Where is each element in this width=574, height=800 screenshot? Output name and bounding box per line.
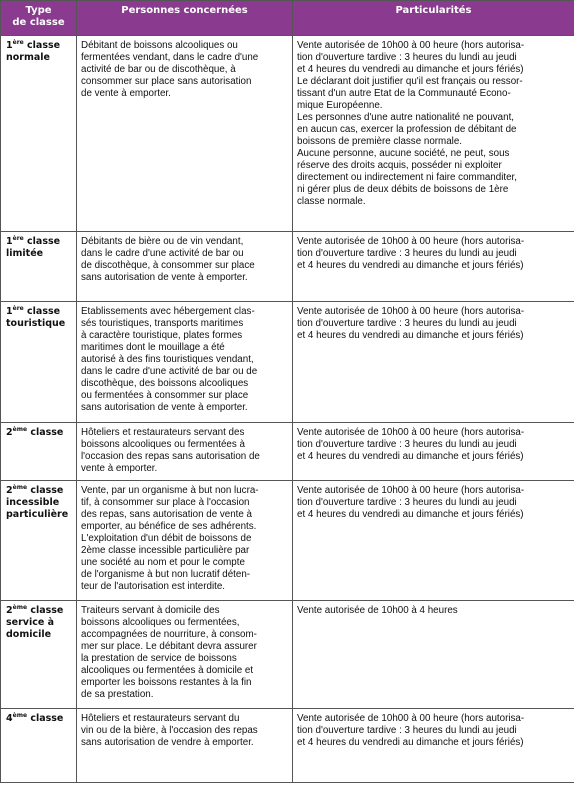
persons-text-line: de l'organisme à but non lucratif déten- (81, 569, 251, 580)
particularities-text-line: Vente autorisée de 10h00 à 00 heure (hors autorisa- (297, 485, 525, 496)
persons-text-line: dans le cadre d'une activité de bar ou de (81, 366, 258, 377)
class-type-qualifier: particulière (6, 509, 69, 520)
particularities-text-line: tion d'ouverture tardive : 3 heures du lundi au jeudi (297, 248, 517, 259)
particularities-text-line: Aucune personne, aucune société, ne peut, sous (297, 148, 510, 159)
particularities-text-line: tion d'ouverture tardive : 3 heures du lundi au jeudi (297, 318, 517, 329)
persons-text-line: à caractère touristique, plates formes (81, 330, 243, 341)
class-word: classe (27, 427, 64, 438)
class-type-qualifier: domicile (6, 629, 52, 640)
particularities-text-line: en aucun cas, exercer la profession de débitant de (297, 124, 517, 135)
persons-text-line: L'exploitation d'un débit de boissons de (81, 533, 252, 544)
persons-text-line: autorisé à des fins touristiques vendant, (81, 354, 254, 365)
persons-concerned-cell (77, 481, 293, 601)
particularities-cell (293, 481, 574, 601)
particularities-text-line: mique Européenne. (297, 100, 383, 111)
particularities-cell (293, 423, 574, 481)
particularities-text-line: tion d'ouverture tardive : 3 heures du lundi au jeudi (297, 52, 517, 63)
particularities-cell (293, 601, 574, 709)
class-number: 2 (6, 605, 13, 616)
class-type-qualifier: service à (6, 617, 55, 628)
persons-text-line: sans autorisation de vendre à emporter. (81, 737, 254, 748)
class-word: classe (23, 236, 61, 247)
class-type-label (6, 485, 72, 497)
persons-text-line: discothèque, des boissons alcooliques (81, 378, 249, 389)
persons-text-line: teur de l'autorisation est interdite. (81, 581, 226, 592)
class-ordinal-suffix: ème (12, 711, 28, 719)
class-type-label (6, 427, 72, 439)
particularities-text-line: et 4 heures du vendredi au dimanche et jours fériés) (297, 737, 524, 748)
class-word: classe (23, 40, 61, 51)
particularities-text-line: Vente autorisée de 10h00 à 00 heure (hors autorisa- (297, 40, 525, 51)
persons-text-line: de vente à emporter. (81, 88, 171, 99)
persons-concerned-cell (77, 709, 293, 783)
class-ordinal-suffix: ème (12, 483, 28, 491)
particularities-text-line: directement ou indirectement ni faire commanditer, (297, 172, 517, 183)
class-ordinal-suffix: ème (12, 603, 28, 611)
persons-text-line: une société au nom et pour le compte (81, 557, 245, 568)
persons-text-line: la prestation de service de boissons (81, 653, 237, 664)
class-type-cell (1, 423, 77, 481)
class-type-cell (1, 601, 77, 709)
particularities-text-line: tion d'ouverture tardive : 3 heures du lundi au jeudi (297, 725, 517, 736)
table-row (1, 709, 574, 783)
particularities-text-line: Vente autorisée de 10h00 à 4 heures (297, 605, 458, 616)
particularities-cell (293, 709, 574, 783)
persons-concerned-cell (77, 302, 293, 423)
persons-text-line: dans le cadre d'une activité de bar ou (81, 248, 244, 259)
persons-text-line: Hôteliers et restaurateurs servant des (81, 427, 245, 438)
class-type-label (6, 306, 72, 318)
class-type-label (6, 605, 72, 617)
persons-text-line: emporter, au bénéfice de ses adhérents. (81, 521, 257, 532)
particularities-text-line: et 4 heures du vendredi au dimanche et jours fériés) (297, 509, 524, 520)
persons-text-line: tif, à consommer sur place à l'occasion (81, 497, 250, 508)
persons-text-line: fermentées vendant, dans le cadre d'une (81, 52, 259, 63)
persons-text-line: Débitants de bière ou de vin vendant, (81, 236, 244, 247)
persons-text-line: sans autorisation de vente à emporter. (81, 402, 248, 413)
persons-text-line: Hôteliers et restaurateurs servant du (81, 713, 240, 724)
persons-text-line: mer sur place. Le débitant devra assurer (81, 641, 257, 652)
persons-text-line: des repas, sans autorisation de vente à (81, 509, 253, 520)
class-ordinal-suffix: ère (12, 38, 24, 46)
persons-text-line: vin ou de la bière, à l'occasion des repas (81, 725, 258, 736)
header-personnes-concernees: Personnes concernées (77, 1, 293, 36)
persons-text-line: sans autorisation de vente à emporter. (81, 272, 248, 283)
persons-text-line: Débitant de boissons alcooliques ou (81, 40, 238, 51)
particularities-cell (293, 232, 574, 302)
class-number: 4 (6, 713, 13, 724)
class-word: classe (27, 713, 64, 724)
class-number: 1 (6, 40, 13, 51)
class-type-label (6, 713, 72, 725)
persons-text-line: emporter les boissons restantes à la fin (81, 677, 252, 688)
class-word: classe (23, 306, 61, 317)
particularities-text-line: Vente autorisée de 10h00 à 00 heure (hors autorisa- (297, 306, 525, 317)
header-type-de-classe: Type de classe (1, 1, 77, 36)
particularities-text-line: réserve des droits acquis, posséder ni exploiter (297, 160, 502, 171)
class-word: classe (27, 485, 64, 496)
particularities-cell (293, 36, 574, 232)
persons-text-line: consommer sur place sans autorisation (81, 76, 252, 87)
particularities-text-line: tissant d'un autre Etat de la Communauté Econo- (297, 88, 511, 99)
persons-text-line: Vente, par un organisme à but non lucra- (81, 485, 259, 496)
class-type-qualifier: incessible (6, 497, 60, 508)
particularities-text-line: et 4 heures du vendredi au dimanche et jours fériés) (297, 64, 524, 75)
class-type-cell (1, 481, 77, 601)
particularities-text-line: Le déclarant doit justifier qu'il est français ou ressor- (297, 76, 523, 87)
class-number: 2 (6, 485, 13, 496)
persons-concerned-cell (77, 601, 293, 709)
persons-text-line: maritimes dont le mouillage a été (81, 342, 225, 353)
persons-text-line: 2ème classe incessible particulière par (81, 545, 250, 556)
particularities-text-line: Les personnes d'une autre nationalité ne pouvant, (297, 112, 515, 123)
persons-text-line: Etablissements avec hébergement clas- (81, 306, 255, 317)
class-ordinal-suffix: ère (12, 304, 24, 312)
particularities-text-line: Vente autorisée de 10h00 à 00 heure (hors autorisa- (297, 427, 525, 438)
persons-text-line: l'occasion des repas sans autorisation de (81, 451, 260, 462)
particularities-text-line: Vente autorisée de 10h00 à 00 heure (hors autorisa- (297, 713, 525, 724)
persons-text-line: de discothèque, à consommer sur place (81, 260, 255, 271)
table-row (1, 481, 574, 601)
class-type-cell (1, 709, 77, 783)
table-row (1, 302, 574, 423)
persons-text-line: activité de bar ou de discothèque, à (81, 64, 236, 75)
table-row (1, 423, 574, 481)
persons-text-line: ou fermentées à consommer sur place (81, 390, 249, 401)
class-type-qualifier: limitée (6, 248, 44, 259)
persons-text-line: boissons alcooliques ou fermentées à (81, 439, 245, 450)
particularities-text-line: classe normale. (297, 196, 366, 207)
particularities-text-line: ni gérer plus de deux débits de boissons de 1ère (297, 184, 509, 195)
class-type-cell (1, 36, 77, 232)
table-row (1, 36, 574, 232)
class-type-label (6, 236, 72, 248)
persons-text-line: accompagnées de nourriture, à consom- (81, 629, 257, 640)
class-type-label (6, 40, 72, 52)
persons-text-line: de sa prestation. (81, 689, 154, 700)
persons-concerned-cell (77, 232, 293, 302)
particularities-text-line: et 4 heures du vendredi au dimanche et jours fériés) (297, 330, 524, 341)
persons-text-line: Traiteurs servant à domicile des (81, 605, 220, 616)
particularities-text-line: et 4 heures du vendredi au dimanche et jours fériés) (297, 451, 524, 462)
class-type-cell (1, 232, 77, 302)
persons-concerned-cell (77, 36, 293, 232)
persons-text-line: boissons alcooliques ou fermentées, (81, 617, 240, 628)
table-header-row (1, 1, 574, 36)
particularities-text-line: et 4 heures du vendredi au dimanche et jours fériés) (297, 260, 524, 271)
class-number: 1 (6, 236, 13, 247)
header-particularites: Particularités (293, 1, 574, 36)
class-word: classe (27, 605, 64, 616)
persons-text-line: alcooliques ou fermentées à domicile et (81, 665, 254, 676)
class-number: 2 (6, 427, 13, 438)
class-number: 1 (6, 306, 13, 317)
particularities-text-line: tion d'ouverture tardive : 3 heures du lundi au jeudi (297, 497, 517, 508)
class-ordinal-suffix: ème (12, 425, 28, 433)
class-ordinal-suffix: ère (12, 234, 24, 242)
class-type-cell (1, 302, 77, 423)
class-type-qualifier: touristique (6, 318, 66, 329)
table-row (1, 601, 574, 709)
particularities-text-line: Vente autorisée de 10h00 à 00 heure (hors autorisa- (297, 236, 525, 247)
persons-text-line: sés touristiques, transports maritimes (81, 318, 244, 329)
persons-text-line: vente à emporter. (81, 463, 158, 474)
particularities-cell (293, 302, 574, 423)
particularities-text-line: tion d'ouverture tardive : 3 heures du lundi au jeudi (297, 439, 517, 450)
persons-concerned-cell (77, 423, 293, 481)
class-type-qualifier: normale (6, 52, 50, 63)
table-row (1, 232, 574, 302)
particularities-text-line: boissons de première classe normale. (297, 136, 462, 147)
